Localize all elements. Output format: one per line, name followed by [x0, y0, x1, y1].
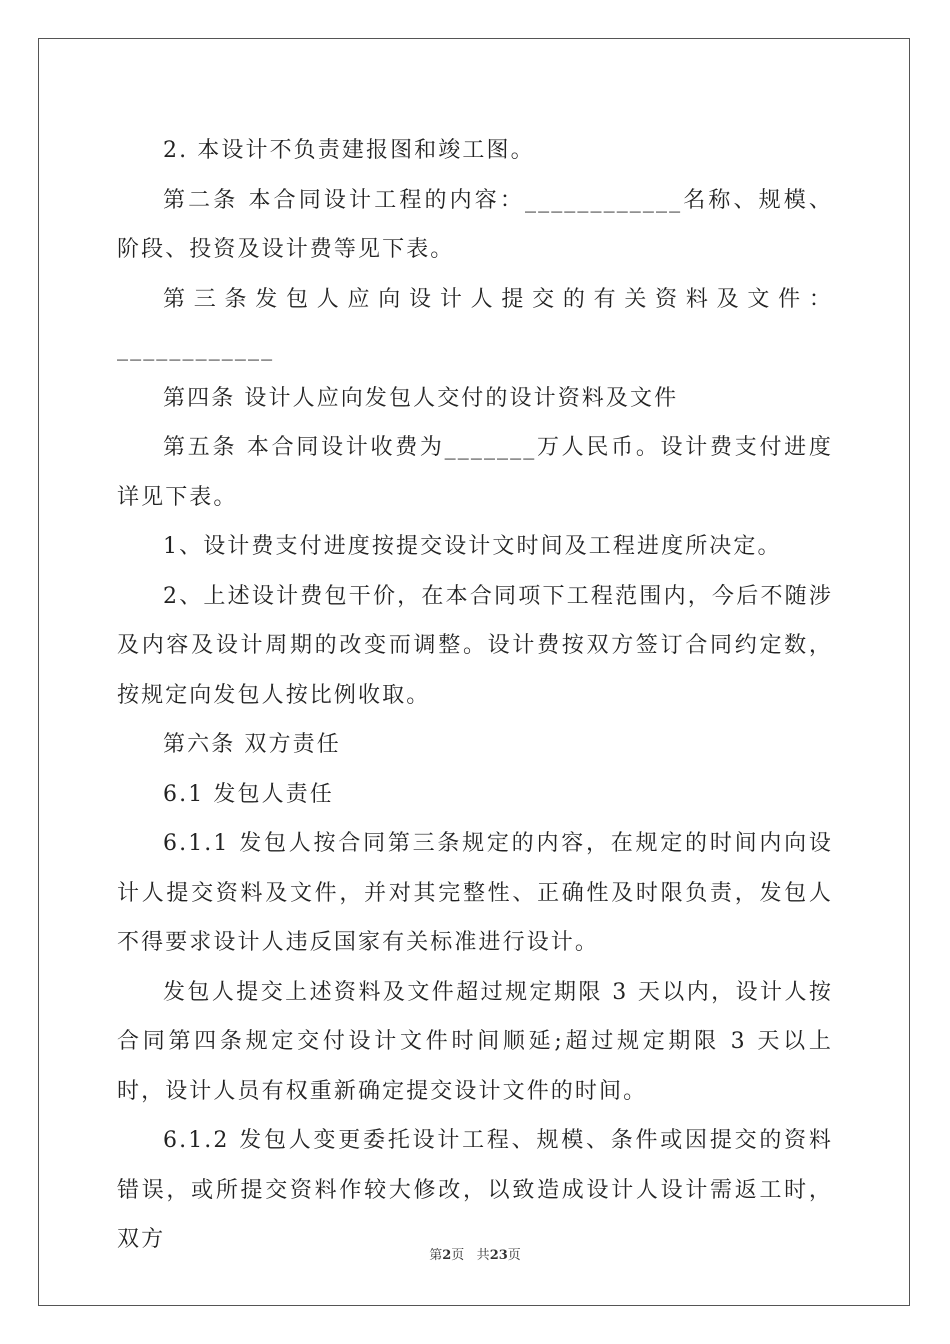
paragraph: 第四条 设计人应向发包人交付的设计资料及文件: [163, 385, 679, 411]
paragraph: 第三条发包人应向设计人提交的有关资料及文件：____________: [117, 286, 833, 361]
paragraph: 发包人提交上述资料及文件超过规定期限 3 天以内，设计人按合同第四条规定交付设计文件时间顺延;超过规定期限 3 天以上时，设计人员有权重新确定提交设计文件的时间。: [117, 979, 833, 1104]
footer-total-prefix: 共: [476, 1248, 490, 1263]
footer-page-unit: 页: [451, 1248, 465, 1263]
paragraph: 第六条 双方责任: [163, 732, 341, 757]
total-pages: 23: [489, 1248, 508, 1263]
document-body: [117, 126, 833, 1265]
paragraph: 第五条 本合同设计收费为_______万人民币。设计费支付进度详见下表。: [117, 435, 833, 510]
paragraph: 第二条 本合同设计工程的内容：____________名称、规模、阶段、投资及设计费等见下表。: [117, 187, 833, 262]
footer-prefix: 第: [429, 1248, 443, 1263]
paragraph: 2、上述设计费包干价，在本合同项下工程范围内，今后不随涉及内容及设计周期的改变而调整。设计费按双方签订合同约定数，按规定向发包人按比例收取。: [117, 583, 833, 708]
footer-total-unit: 页: [507, 1248, 521, 1263]
paragraph: 6.1.1 发包人按合同第三条规定的内容，在规定的时间内向设计人提交资料及文件，并对其完整性、正确性及时限负责，发包人不得要求设计人违反国家有关标准进行设计。: [117, 831, 833, 955]
paragraph: 6.1 发包人责任: [163, 781, 334, 807]
page-number: 2: [442, 1248, 452, 1263]
page-footer: [0, 1244, 950, 1263]
paragraph: 1、设计费支付进度按提交设计文时间及工程进度所决定。: [163, 534, 782, 559]
paragraph: 6.1.2 发包人变更委托设计工程、规模、条件或因提交的资料错误，或所提交资料作较大修改，以致造成设计人设计需返工时，双方: [117, 1128, 833, 1252]
paragraph: 2. 本设计不负责建报图和竣工图。: [163, 138, 535, 163]
